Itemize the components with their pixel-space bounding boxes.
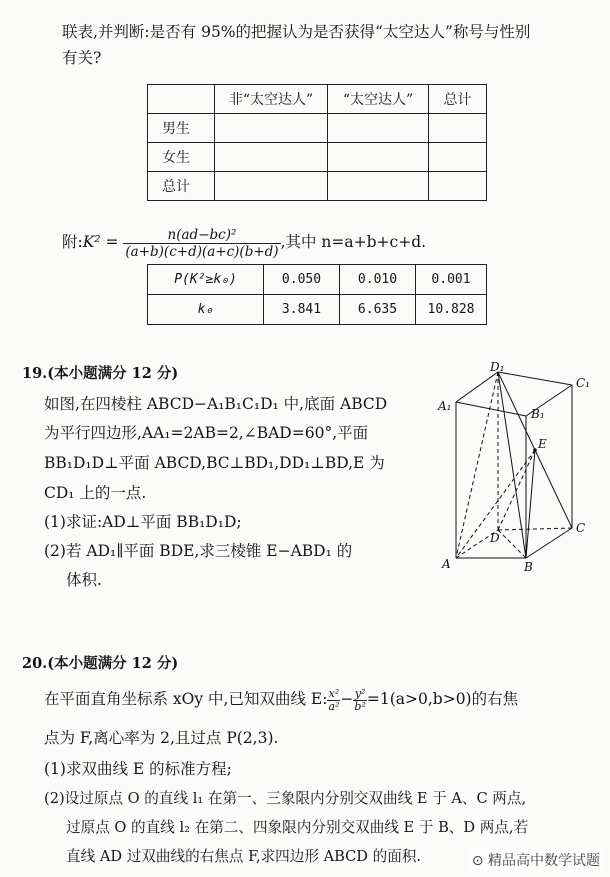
table-cell: 3.841 (264, 295, 340, 325)
table-cell: 0.001 (416, 265, 487, 295)
table-cell: 6.635 (340, 295, 416, 325)
table-row-label: 总计 (148, 172, 215, 201)
p20-title: 20.(本小题满分 12 分) (22, 655, 179, 672)
prism-figure (430, 360, 605, 575)
table-cell: 0.050 (264, 265, 340, 295)
critical-value-table (147, 264, 487, 325)
label-d1: D₁ (490, 360, 505, 374)
table-row (148, 265, 487, 295)
p20-line3: (1)求双曲线 E 的标准方程; (44, 760, 232, 778)
label-b1: B₁ (531, 407, 545, 421)
y-fraction-num: y² (354, 686, 366, 700)
p19-line: BB₁D₁D⊥平面 ABCD,BC⊥BD₁,DD₁⊥BD,E 为 (44, 454, 385, 472)
formula-numerator: n(ad−bc)² (123, 227, 280, 244)
x-fraction-num: x² (328, 686, 340, 700)
table-cell (215, 114, 328, 143)
table-cell (215, 172, 328, 201)
label-e: E (538, 437, 547, 451)
table-row (148, 172, 487, 201)
table-row-label: 女生 (148, 143, 215, 172)
label-b: B (524, 560, 533, 574)
p20-line1-post: =1(a>0,b>0)的右焦 (366, 690, 519, 708)
contingency-table (147, 84, 487, 201)
p19-line: CD₁ 上的一点. (44, 484, 147, 502)
label-a1: A₁ (438, 399, 452, 413)
label-d: D (490, 531, 500, 545)
table-row (148, 143, 487, 172)
x-fraction-den: a² (328, 699, 340, 713)
y-fraction (353, 688, 366, 713)
table-cell: 10.828 (416, 295, 487, 325)
point-e-dot (533, 448, 537, 452)
table-cell (429, 172, 487, 201)
p19-line: 如图,在四棱柱 ABCD−A₁B₁C₁D₁ 中,底面 ABCD (44, 395, 388, 413)
watermark-badge: ⊙ 精品高中数学试题 (468, 849, 604, 871)
y-fraction-den: b² (354, 699, 366, 713)
label-c: C (576, 521, 586, 535)
p20-line6: 直线 AD 过双曲线的右焦点 F,求四边形 ABCD 的面积. (66, 848, 422, 865)
chi-square-formula (62, 224, 426, 260)
label-c1: C₁ (576, 376, 590, 390)
table-cell (328, 143, 429, 172)
label-a: A (442, 557, 451, 571)
table-cell (429, 143, 487, 172)
table-header-cell: 非“太空达人” (215, 85, 328, 114)
p20-line1 (44, 684, 518, 714)
table-row-label: k₀ (148, 295, 264, 325)
p19-line: 为平行四边形,AA₁=2AB=2,∠BAD=60°,平面 (44, 424, 369, 442)
p20-line1-pre: 在平面直角坐标系 xOy 中,已知双曲线 E: (44, 690, 328, 708)
p20-line4: (2)设过原点 O 的直线 l₁ 在第一、三象限内分别交双曲线 E 于 A、C 两点, (44, 790, 527, 807)
formula-fraction (123, 227, 280, 260)
formula-prefix: 附: (62, 233, 83, 251)
formula-suffix: ,其中 n=a+b+c+d. (280, 233, 427, 251)
p19-line: (2)若 AD₁∥平面 BDE,求三棱锥 E−ABD₁ 的 (44, 542, 353, 560)
p20-line5: 过原点 O 的直线 l₂ 在第二、四象限内分别交双曲线 E 于 B、D 两点,若 (66, 819, 529, 836)
minus-sign: − (340, 690, 354, 708)
table-row-label: 男生 (148, 114, 215, 143)
p19-line: 体积. (66, 571, 102, 589)
table-header-cell (148, 85, 215, 114)
table-header-row (148, 85, 487, 114)
table-cell: 0.010 (340, 265, 416, 295)
p19-title: 19.(本小题满分 12 分) (22, 365, 179, 382)
table-cell (328, 114, 429, 143)
p19-line: (1)求证:AD⊥平面 BB₁D₁D; (44, 513, 242, 531)
table-cell (328, 172, 429, 201)
formula-lhs: K² = (82, 233, 119, 251)
table-header-cell: “太空达人” (328, 85, 429, 114)
table-cell (215, 143, 328, 172)
p18-intro-line1: 联表,并判断:是否有 95%的把握认为是否获得“太空达人”称号与性别 (62, 23, 531, 41)
p20-line2: 点为 F,离心率为 2,且过点 P(2,3). (44, 729, 279, 747)
table-cell (429, 114, 487, 143)
formula-denominator: (a+b)(c+d)(a+c)(b+d) (125, 243, 279, 260)
table-row (148, 114, 487, 143)
p18-intro-line2: 有关? (62, 49, 102, 67)
x-fraction (327, 688, 340, 713)
table-header-cell: 总计 (429, 85, 487, 114)
table-row-label: P(K²≥k₀) (148, 265, 264, 295)
table-row (148, 295, 487, 325)
